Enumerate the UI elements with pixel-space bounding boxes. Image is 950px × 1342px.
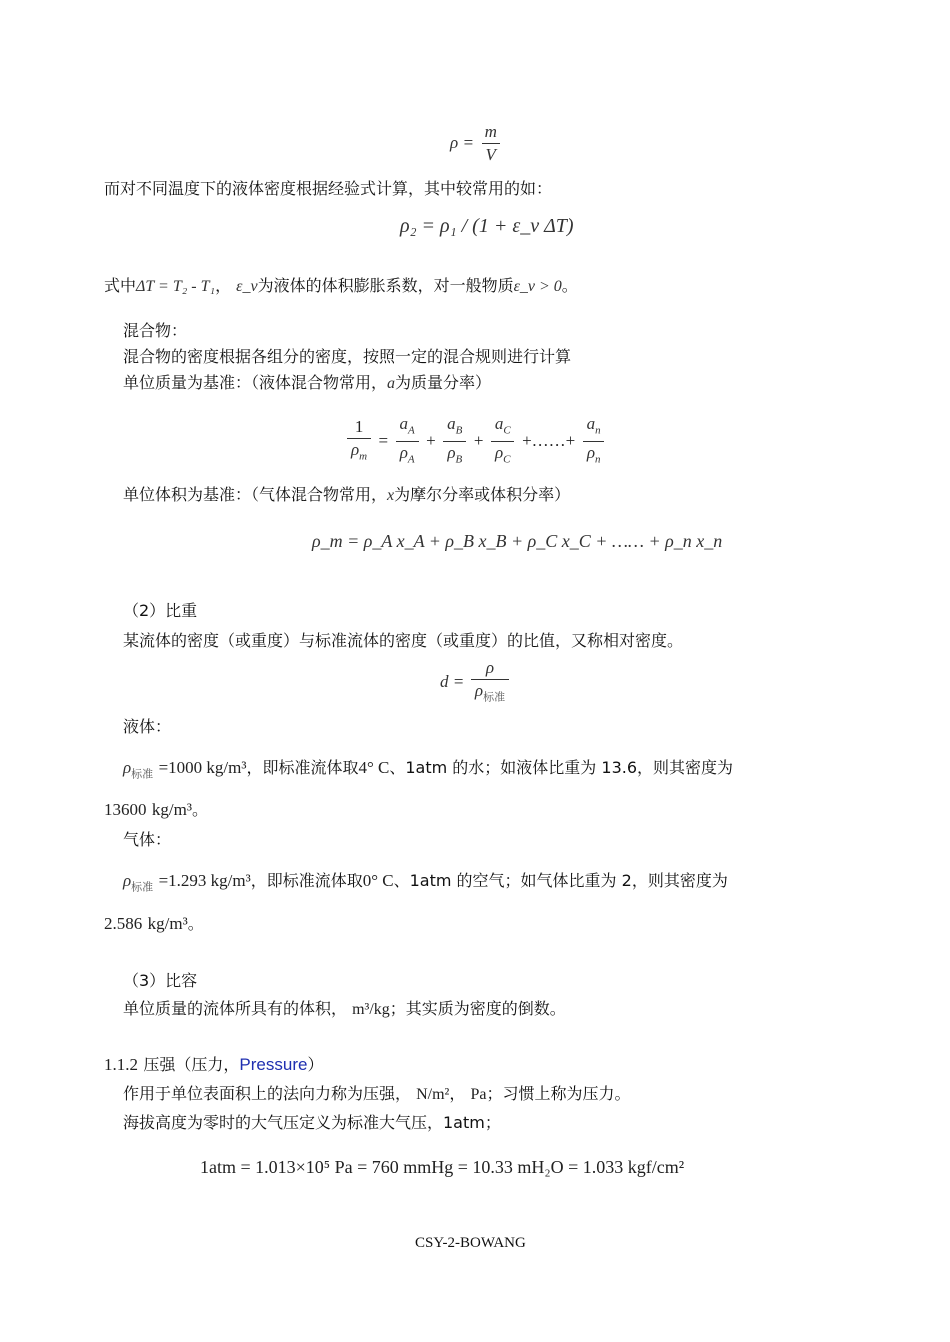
heading-pressure xyxy=(104,1054,323,1076)
delta-t-expression: ΔT = T₂ - T₁ xyxy=(136,278,216,295)
sv-text: 单位质量的流体所具有的体积， xyxy=(123,999,348,1018)
rho-std-gas-sub: 标准 xyxy=(131,880,154,894)
pressure-unit-1: N/m² xyxy=(416,1086,450,1103)
sg-denominator: ρ xyxy=(474,680,484,700)
rho-symbol: ρ xyxy=(450,133,459,152)
paragraph-gas-standard xyxy=(123,870,728,898)
liquid-text-2: 、1atm 的水；如液体比重为 13.6，则其密度为 xyxy=(389,758,734,777)
paragraph-volume-basis xyxy=(123,484,570,507)
gas-density-value: 2.586 xyxy=(104,914,143,933)
mole-fraction-var: x xyxy=(387,487,395,504)
denominator: V xyxy=(482,143,500,165)
equation-temperature: ρ₂ = ρ₁ / (1 + ε_v ΔT) xyxy=(400,215,574,237)
heading-liquid: 液体： xyxy=(123,717,172,736)
pressure-def-after: ；习惯上称为压力。 xyxy=(486,1084,631,1103)
gas-text-2: 、1atm 的空气；如气体比重为 2，则其密度为 xyxy=(393,871,728,890)
paragraph-liquid-standard xyxy=(123,757,733,785)
section-title-english: Pressure xyxy=(239,1055,308,1074)
paragraph-where xyxy=(104,275,578,298)
liquid-text-1: ，即标准流体取 xyxy=(246,758,359,777)
gas-density-unit: kg/m³ xyxy=(147,914,188,933)
fraction-aC: $\frac{a_C}{\rho_C}$ xyxy=(491,414,515,470)
paragraph-specific-gravity: 某流体的密度（或重度）与标准流体的密度（或重度）的比值，又称相对密度。 xyxy=(123,631,684,650)
paragraph-specific-volume xyxy=(123,998,566,1021)
equals-sign: = xyxy=(463,133,474,152)
pressure-unit-2: Pa xyxy=(470,1086,487,1103)
heading-specific-gravity: （2）比重 xyxy=(123,601,198,620)
section-title: 压强（压力， xyxy=(143,1055,240,1074)
period: 。 xyxy=(561,276,578,295)
liquid-temp: 4° C xyxy=(358,758,390,777)
rho-std-gas: $\rho_{标准}$ xyxy=(123,871,154,894)
volume-basis-text: 单位体积为基准：（气体混合物常用， xyxy=(123,485,388,504)
pressure-sep: ， xyxy=(449,1084,466,1103)
equation-density xyxy=(450,122,503,165)
sv-unit: m³/kg xyxy=(352,1001,390,1018)
mass-basis-text: 单位质量为基准：（液体混合物常用， xyxy=(123,373,388,392)
expansion-coefficient-text: 为液体的体积膨胀系数，对一般物质 xyxy=(257,276,514,295)
sg-denominator-sub: 标准 xyxy=(483,690,506,704)
heading-gas: 气体： xyxy=(123,830,172,849)
liquid-density-unit: kg/m³ xyxy=(151,800,192,819)
fraction-rho-over-rho-std xyxy=(471,658,509,707)
liquid-density-value: 13600 xyxy=(104,800,147,819)
fraction-m-over-V xyxy=(481,122,501,165)
page-footer: CSY-2-BOWANG xyxy=(415,1235,526,1251)
numerator: m xyxy=(484,122,497,141)
paragraph-pressure-definition xyxy=(123,1083,630,1106)
where-prefix: 式中 xyxy=(104,276,137,295)
equation-specific-gravity: d = $\frac{\rho}{\rho_{标准}}$ xyxy=(440,654,511,710)
gas-temp: 0° C xyxy=(362,871,394,890)
rho-std-liquid: $\rho_{标准}$ xyxy=(123,758,154,781)
d-symbol: d xyxy=(440,672,449,691)
sv-after: ；其实质为密度的倒数。 xyxy=(389,999,566,1018)
fraction-aB: $\frac{a_B}{\rho_B}$ xyxy=(443,414,466,470)
equation-mass-basis: $\frac{1}{\rho_m}$ = $\frac{a_A}{\rho_A}$ + $\frac{a_B}{\rho_B}$ + $\frac{a_C}{\rho_C}$ +……+ $\frac{a_n}{\rho_n}$ xyxy=(345,412,607,470)
section-number: 1.1.2 xyxy=(104,1055,138,1074)
heading-mixture: 混合物： xyxy=(123,321,188,340)
heading-specific-volume: （3）比容 xyxy=(123,971,198,990)
gas-period: 。 xyxy=(187,914,204,933)
gas-text-1: ，即标准流体取 xyxy=(250,871,363,890)
sg-numerator: ρ xyxy=(485,657,495,677)
pressure-def-text: 作用于单位表面积上的法向力称为压强， xyxy=(123,1084,412,1103)
fraction-aA: $\frac{a_A}{\rho_A}$ xyxy=(396,414,419,470)
mass-fraction-var: a xyxy=(387,375,396,392)
mass-basis-after: 为质量分率） xyxy=(395,373,492,392)
fraction-1-over-rho-m: $\frac{1}{\rho_m}$ xyxy=(347,417,371,466)
paragraph-liquid-temperature: 而对不同温度下的液体密度根据经验式计算，其中较常用的如： xyxy=(104,179,553,198)
epsilon-condition: ε_v > 0 xyxy=(513,278,562,295)
equation-atm: 1atm = 1.013×10⁵ Pa = 760 mmHg = 10.33 mH₂O = 1.033 kgf/cm² xyxy=(200,1157,685,1177)
volume-basis-after: 为摩尔分率或体积分率） xyxy=(394,485,571,504)
section-title-close: ） xyxy=(307,1055,324,1074)
paragraph-mixture: 混合物的密度根据各组分的密度，按照一定的混合规则进行计算 xyxy=(123,347,572,366)
paragraph-gas-cont xyxy=(104,913,204,935)
equation-volume-basis: ρ_m = ρ_A x_A + ρ_B x_B + ρ_C x_C + …… + ρ_n x_n xyxy=(312,531,723,551)
gas-std-value: =1.293 kg/m³ xyxy=(158,871,251,890)
paragraph-standard-atmosphere: 海拔高度为零时的大气压定义为标准大气压，1atm； xyxy=(123,1113,501,1132)
paragraph-mass-basis xyxy=(123,372,491,395)
liquid-std-value: =1000 kg/m³ xyxy=(158,758,247,777)
liquid-period: 。 xyxy=(191,800,208,819)
fraction-an: $\frac{a_n}{\rho_n}$ xyxy=(583,414,605,470)
paragraph-liquid-cont xyxy=(104,799,208,821)
comma: ， xyxy=(215,276,232,295)
rho-std-sub: 标准 xyxy=(131,767,154,781)
epsilon-symbol: ε_v xyxy=(236,278,258,295)
